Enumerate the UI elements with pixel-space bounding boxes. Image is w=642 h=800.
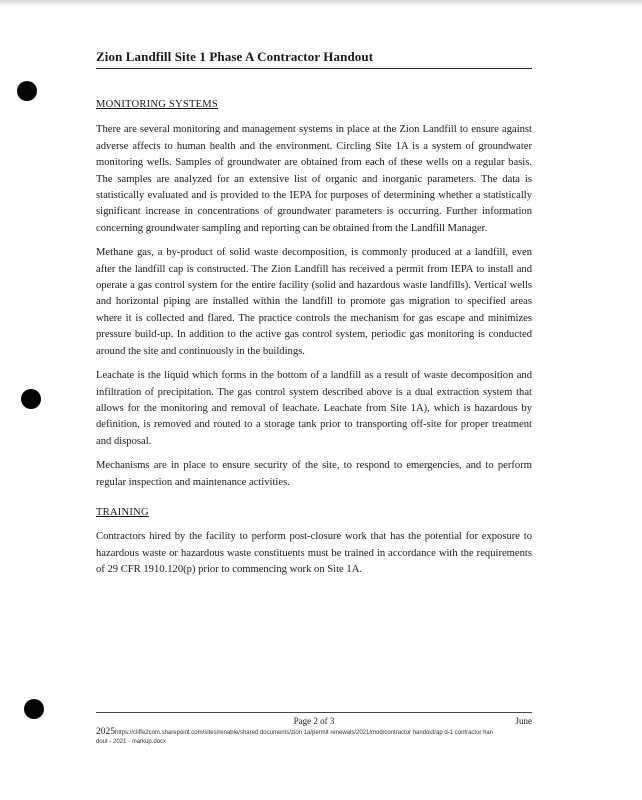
section-heading-training: TRAINING [96, 506, 149, 518]
page-number: Page 2 of 3 [293, 716, 335, 726]
binder-hole-top [17, 81, 37, 101]
footer-month: June [515, 716, 532, 726]
paragraph-methane-gas: Methane gas, a by-product of solid waste decomposition, is commonly produced at a landfill, even after the landfill cap is constructed. The Zion Landfill has received a permit from IEPA to install and operate a gas control system for the entire facility (solid and hazardous waste landfills). Vertical wells and horizontal piping are installed within the landfill to promote gas migration to specified areas where it is collected and flared. The practice controls the mechanism for gas escape and minimizes pressure build-up. In addition to the active gas control system, periodic gas monitoring is conducted around the site and continuously in the buildings. [96, 247, 532, 357]
footer-divider [96, 712, 532, 713]
footer-file-path [96, 728, 496, 747]
binder-hole-middle [21, 389, 41, 409]
section-heading-monitoring: MONITORING SYSTEMS [96, 99, 219, 110]
scan-shadow [0, 0, 642, 6]
paragraph-leachate: Leachate is the liquid which forms in the bottom of a landfill as a result of waste decomposition and infiltration of precipitation. The gas control system described above is a dual extraction system that allows for the monitoring and removal of leachate. Leachate from Site 1A), which is hazardous by definition, is removed and routed to a storage tank prior to transporting off-site for proper treatment and disposal. [96, 370, 532, 447]
binder-hole-bottom [24, 699, 44, 719]
document-header: Zion Landfill Site 1 Phase A Contractor Handout [96, 49, 532, 69]
paragraph-training: Contractors hired by the facility to perform post-closure work that has the potential for exposure to hazardous waste or hazardous waste constituents must be trained in accordance with the requirements of 29 CFR 1910.120(p) prior to commencing work on Site 1A. [96, 531, 532, 576]
paragraph-groundwater: There are several monitoring and management systems in place at the Zion Landfill to ensure against adverse affects to human health and the environment. Circling Site 1A is a system of groundwater monitoring wells. Samples of groundwater are obtained from each of these wells on a regular basis. The samples are analyzed for an extensive list of organic and inorganic parameters. The data is statistically evaluated and is provided to the IEPA for purposes of determining whether a statistically significant increase in concentrations of groundwater parameters is occurring. Further information concerning groundwater sampling and reporting can be obtained from the Landfill Manager. [96, 124, 532, 234]
footer-path-text: https://cliffe2com.sharepoint.com/sites/renable/shared documents/zion 1a/permit renewals/2021/mod/contractor handout/ap d-1 contractor handout - 2021 - markup.docx [96, 730, 494, 745]
document-body [96, 97, 532, 587]
footer-year: 2025 [96, 727, 115, 737]
paragraph-security: Mechanisms are in place to ensure security of the site, to respond to emergencies, and to perform regular inspection and maintenance activities. [96, 460, 532, 488]
